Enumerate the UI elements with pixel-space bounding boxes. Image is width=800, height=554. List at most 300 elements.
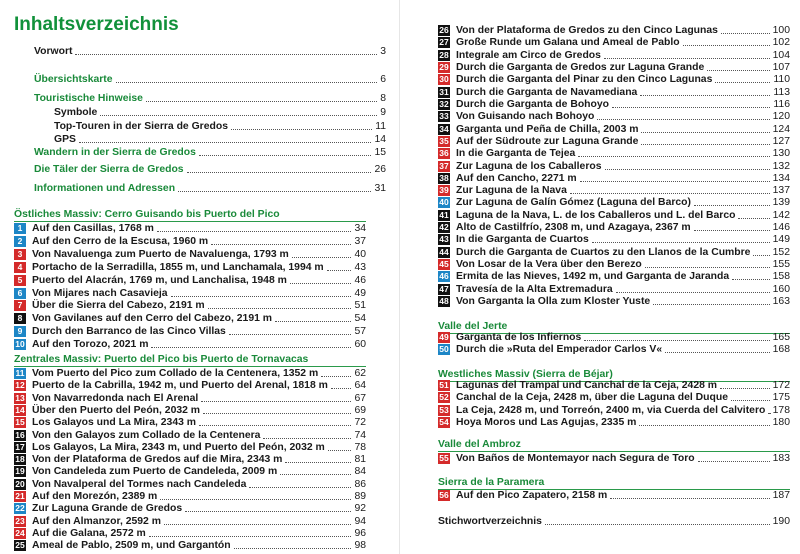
entry-title: Lagunas del Trampal und Canchal de la Ceja, 2428 m: [456, 380, 718, 391]
entry-title: Auf der Südroute zur Laguna Grande: [456, 135, 639, 147]
dot-leader: [612, 106, 770, 108]
tour-entry[interactable]: [14, 478, 366, 491]
tour-number-badge: 40: [439, 197, 449, 208]
entry-title: GPS: [54, 134, 76, 145]
entry-title: Von Gavilanes auf den Cerro del Cabezo, 2191 m: [32, 313, 273, 325]
dot-leader: [720, 387, 770, 389]
tour-entry[interactable]: [438, 246, 790, 259]
entry-title: Symbole: [54, 107, 98, 118]
tour-entry[interactable]: [438, 331, 790, 344]
dot-leader: [732, 278, 769, 280]
entry-title: Über die Sierra del Cabezo, 2191 m: [32, 300, 205, 312]
tour-number-badge: 4: [14, 262, 26, 273]
page-number: 137: [772, 185, 790, 197]
page-number: 152: [772, 246, 790, 258]
toc-subentry[interactable]: [54, 120, 386, 133]
toc-entry[interactable]: [34, 182, 386, 195]
tour-entry[interactable]: [14, 441, 366, 454]
dot-leader: [75, 53, 377, 55]
entry-title: Von Navalperal del Tormes nach Candeleda: [32, 478, 247, 490]
tour-entry[interactable]: [438, 270, 790, 283]
tour-entry[interactable]: [438, 233, 790, 246]
entry-title: Durch die Garganta del Pinar zu den Cinco Lagunas: [456, 74, 713, 86]
tour-entry[interactable]: [14, 490, 366, 503]
tour-number-badge: 56: [439, 490, 449, 500]
tour-entry[interactable]: [438, 160, 790, 173]
page-number: 155: [772, 259, 790, 271]
dot-leader: [604, 57, 770, 59]
entry-title: Von Navarredonda nach El Arenal: [32, 392, 199, 404]
page-number: 124: [772, 123, 790, 135]
tour-number-badge: 45: [439, 259, 449, 270]
dot-leader: [715, 81, 770, 83]
page-number: 187: [772, 490, 790, 501]
dot-leader: [171, 295, 352, 297]
tour-entry[interactable]: [438, 295, 790, 308]
tour-entry[interactable]: [438, 49, 790, 62]
tour-entry[interactable]: [438, 221, 790, 234]
tour-number-badge: 27: [439, 37, 449, 48]
page-number: 180: [772, 416, 790, 428]
entry-title: Von der Plataforma de Gredos zu den Cinco Lagunas: [456, 25, 718, 36]
tour-entry[interactable]: [438, 196, 790, 209]
toc-entry[interactable]: [34, 73, 386, 86]
dot-leader: [146, 100, 377, 102]
page-number: 69: [354, 404, 366, 416]
tour-number-badge: 41: [439, 209, 449, 220]
dot-leader: [280, 473, 351, 475]
section-heading: Valle del Ambroz: [438, 439, 521, 450]
page-number: 190: [772, 516, 790, 527]
entry-title: Von Candeleda zum Puerto de Candeleda, 2009 m: [32, 466, 278, 478]
tour-entry[interactable]: [438, 147, 790, 160]
entry-title: In die Garganta de Cuartos: [456, 234, 589, 246]
tour-number-badge: 30: [439, 74, 449, 85]
dot-leader: [149, 535, 352, 537]
page-number: 158: [772, 271, 790, 283]
dot-leader: [328, 449, 352, 451]
entry-title: Zur Laguna Grande de Gredos: [32, 503, 183, 515]
toc-subentry[interactable]: [54, 106, 386, 119]
entry-title: Von Baños de Montemayor nach Segura de Toro: [456, 453, 695, 464]
page-number: 84: [354, 466, 366, 478]
tour-number-badge: 36: [439, 148, 449, 159]
entry-title: Von Guisando nach Bohoyo: [456, 111, 595, 123]
entry-title: Auf den Pico Zapatero, 2158 m: [456, 490, 608, 501]
page-number: 26: [374, 164, 386, 175]
entry-title: Auf den Cancho, 2271 m: [456, 172, 577, 184]
dot-leader: [79, 141, 371, 143]
tour-entry[interactable]: [438, 110, 790, 123]
tour-entry[interactable]: [14, 539, 366, 552]
entry-title: Zur Laguna de Galín Gómez (Laguna del Barco): [456, 197, 691, 209]
entry-title: Ermita de las Nieves, 1492 m, und Garganta de Jaranda: [456, 271, 730, 283]
tour-number-badge: 26: [439, 25, 449, 35]
page-title: Inhaltsverzeichnis: [14, 14, 179, 35]
tour-number-badge: 11: [15, 368, 25, 378]
dot-leader: [707, 69, 769, 71]
tour-number-badge: 43: [439, 234, 449, 245]
entry-title: Durch die Garganta de Cuartos zu den Llanos de la Cumbre: [456, 246, 751, 258]
dot-leader: [645, 266, 770, 268]
dot-leader: [275, 320, 351, 322]
page-number: 178: [772, 404, 790, 416]
tour-entry[interactable]: [14, 287, 366, 300]
tour-entry[interactable]: [14, 261, 366, 274]
tour-number-badge: 37: [439, 160, 449, 171]
page-number: 163: [772, 296, 790, 308]
entry-title: Vom Puerto del Pico zum Collado de la Centenera, 1352 m: [32, 368, 319, 379]
tour-number-badge: 5: [14, 275, 26, 286]
tour-number-badge: 55: [439, 453, 449, 463]
page-number: 62: [354, 368, 366, 379]
entry-title: Zur Laguna de la Nava: [456, 185, 567, 197]
dot-leader: [263, 437, 351, 439]
tour-number-badge: 49: [439, 332, 449, 342]
tour-entry[interactable]: [438, 184, 790, 197]
dot-leader: [285, 461, 351, 463]
page-number: 40: [354, 248, 366, 260]
dot-leader: [290, 282, 352, 284]
entry-title: Ameal de Pablo, 2509 m, und Gargantón: [32, 540, 231, 552]
tour-number-badge: 14: [15, 404, 25, 415]
tour-entry[interactable]: [14, 527, 366, 540]
tour-entry[interactable]: [438, 135, 790, 148]
tour-number-badge: 48: [439, 296, 449, 307]
page-number: 89: [354, 491, 366, 502]
dot-leader: [187, 171, 372, 173]
page-number: 107: [772, 61, 790, 73]
section-heading: Westliches Massiv (Sierra de Béjar): [438, 369, 613, 380]
tour-number-badge: 7: [14, 300, 26, 311]
tour-entry[interactable]: [14, 453, 366, 466]
page-number: 46: [354, 274, 366, 286]
dot-leader: [157, 230, 352, 232]
dot-leader: [211, 243, 351, 245]
dot-leader: [327, 269, 352, 271]
page-number: 11: [375, 121, 386, 132]
tour-entry[interactable]: [438, 416, 790, 429]
entry-title: Auf den Almanzor, 2592 m: [32, 515, 161, 527]
page-number: 127: [772, 135, 790, 147]
tour-number-badge: 33: [439, 111, 449, 122]
tour-entry[interactable]: [438, 86, 790, 99]
tour-number-badge: 54: [439, 416, 449, 427]
entry-title: Integrale am Circo de Gredos: [456, 49, 601, 61]
entry-title: Durch die »Ruta del Emperador Carlos V«: [456, 344, 663, 356]
dot-leader: [721, 32, 770, 34]
page-number: 142: [772, 209, 790, 221]
dot-leader: [641, 143, 769, 145]
dot-leader: [584, 339, 769, 341]
entry-title: Hoya Moros und Las Agujas, 2335 m: [456, 416, 637, 428]
tour-entry[interactable]: [438, 489, 790, 502]
dot-leader: [201, 400, 351, 402]
entry-title: Garganta de los Infiernos: [456, 332, 582, 343]
tour-entry[interactable]: [14, 274, 366, 287]
page-number: 100: [772, 25, 790, 36]
page-number: 8: [380, 93, 386, 104]
tour-number-badge: 35: [439, 135, 449, 146]
dot-leader: [768, 412, 769, 414]
dot-leader: [640, 94, 770, 96]
entry-title: Portacho de la Serradilla, 1855 m, und Lanchamala, 1994 m: [32, 261, 324, 273]
entry-title: Von Garganta la Olla zum Kloster Yuste: [456, 296, 651, 308]
page-divider: [399, 0, 400, 554]
dot-leader: [199, 154, 372, 156]
tour-number-badge: 12: [15, 380, 25, 391]
page-number: 72: [354, 417, 366, 429]
dot-leader: [185, 510, 351, 512]
page-number: 74: [354, 429, 366, 441]
tour-number-badge: 52: [439, 392, 449, 403]
dot-leader: [616, 291, 770, 293]
entry-title: Von Navaluenga zum Puerto de Navaluenga, 1793 m: [32, 248, 289, 260]
tour-entry[interactable]: [14, 392, 366, 405]
tour-number-badge: 9: [14, 326, 26, 337]
entry-title: Zur Laguna de los Caballeros: [456, 160, 602, 172]
tour-entry[interactable]: [438, 123, 790, 136]
tour-entry[interactable]: [14, 465, 366, 478]
entry-title: Alto de Castilfrío, 2308 m, und Azagaya, 2367 m: [456, 222, 691, 234]
entry-title: Von Losar de la Vera über den Berezo: [456, 259, 642, 271]
page-number: 43: [354, 261, 366, 273]
dot-leader: [116, 81, 378, 83]
section-heading: Zentrales Massiv: Puerto del Pico bis Puerto de Tornavacas: [14, 354, 309, 365]
entry-title: Canchal de la Ceja, 2428 m, über die Laguna del Duque: [456, 392, 728, 404]
page-number: 130: [772, 148, 790, 160]
entry-title: Los Galayos, La Mira, 2343 m, und Puerto del Peón, 2032 m: [32, 441, 325, 453]
tour-number-badge: 39: [439, 185, 449, 196]
entry-title: Durch die Garganta de Navamediana: [456, 86, 638, 98]
tour-number-badge: 31: [439, 86, 449, 97]
tour-entry[interactable]: [14, 235, 366, 248]
entry-title: La Ceja, 2428 m, und Torreón, 2400 m, via Cuerda del Calvitero: [456, 404, 766, 416]
entry-title: Puerto de la Cabrilla, 1942 m, und Puerto del Arenal, 1818 m: [32, 380, 328, 392]
tour-entry[interactable]: [438, 73, 790, 86]
dot-leader: [605, 168, 770, 170]
dot-leader: [292, 256, 352, 258]
entry-title: Auf die Galana, 2572 m: [32, 527, 146, 539]
page-number: 14: [374, 134, 386, 145]
dot-leader: [100, 114, 377, 116]
tour-number-badge: 13: [15, 392, 25, 403]
tour-entry[interactable]: [438, 172, 790, 185]
toc-entry[interactable]: [34, 163, 386, 176]
dot-leader: [610, 497, 769, 499]
dot-leader: [331, 387, 352, 389]
entry-title: Von den Galayos zum Collado de la Centenera: [32, 429, 261, 441]
entry-title: Auf den Torozo, 2021 m: [32, 339, 149, 351]
dot-leader: [653, 303, 769, 305]
dot-leader: [199, 424, 351, 426]
page-number: 132: [772, 160, 790, 172]
tour-entry[interactable]: [438, 209, 790, 222]
dot-leader: [249, 486, 351, 488]
tour-entry[interactable]: [14, 248, 366, 261]
dot-leader: [639, 424, 769, 426]
dot-leader: [545, 523, 770, 525]
entry-title: Travesía de la Alta Extremadura: [456, 283, 613, 295]
tour-entry[interactable]: [14, 299, 366, 312]
tour-entry[interactable]: [438, 379, 790, 392]
page-number: 78: [354, 441, 366, 453]
tour-number-badge: 19: [15, 466, 25, 477]
toc-entry[interactable]: [34, 146, 386, 159]
section-heading: Östliches Massiv: Cerro Guisando bis Puerto del Pico: [14, 209, 280, 220]
entry-title: Übersichtskarte: [34, 74, 113, 85]
page-number: 110: [773, 74, 790, 86]
tour-number-badge: 29: [439, 61, 449, 72]
page-number: 64: [354, 380, 366, 392]
tour-number-badge: 17: [15, 441, 25, 452]
page-number: 94: [354, 515, 366, 527]
tour-entry[interactable]: [438, 61, 790, 74]
page-number: 116: [773, 98, 790, 110]
entry-title: In die Garganta de Tejea: [456, 148, 576, 160]
tour-entry[interactable]: [14, 429, 366, 442]
page-number: 86: [354, 478, 366, 490]
tour-number-badge: 24: [15, 527, 25, 538]
tour-entry[interactable]: [438, 404, 790, 417]
tour-entry[interactable]: [14, 338, 366, 351]
page-number: 172: [772, 380, 790, 391]
dot-leader: [234, 547, 352, 549]
toc-entry[interactable]: [438, 515, 790, 528]
entry-title: Garganta und Peña de Chilla, 2003 m: [456, 123, 639, 135]
dot-leader: [641, 131, 769, 133]
page-number: 134: [772, 172, 790, 184]
page-number: 149: [772, 234, 790, 246]
tour-number-badge: 18: [15, 454, 25, 465]
page-number: 57: [354, 326, 366, 338]
dot-leader: [203, 412, 351, 414]
page-number: 139: [772, 197, 790, 209]
dot-leader: [580, 180, 770, 182]
dot-leader: [731, 399, 770, 401]
toc-entry[interactable]: [34, 45, 386, 58]
page-number: 15: [374, 147, 386, 158]
page-number: 183: [772, 453, 790, 464]
tour-number-badge: 3: [14, 249, 26, 260]
tour-entry[interactable]: [438, 36, 790, 49]
page-number: 9: [380, 107, 386, 118]
tour-entry[interactable]: [14, 367, 366, 380]
page-number: 146: [772, 222, 790, 234]
page-number: 54: [354, 313, 366, 325]
entry-title: Laguna de la Nava, L. de los Caballeros und L. del Barco: [456, 209, 736, 221]
dot-leader: [694, 229, 770, 231]
entry-title: Auf den Morezón, 2389 m: [32, 491, 158, 502]
page-number: 31: [374, 183, 386, 194]
tour-number-badge: 51: [439, 380, 449, 390]
tour-entry[interactable]: [14, 404, 366, 417]
tour-number-badge: 50: [439, 344, 449, 355]
tour-number-badge: 25: [15, 540, 25, 551]
page-number: 6: [380, 74, 386, 85]
page-number: 60: [354, 339, 366, 351]
tour-entry[interactable]: [438, 98, 790, 111]
page-number: 37: [354, 235, 366, 247]
tour-number-badge: 22: [15, 503, 25, 514]
page-number: 67: [354, 392, 366, 404]
page-number: 160: [772, 283, 790, 295]
tour-entry[interactable]: [14, 379, 366, 392]
tour-entry[interactable]: [438, 258, 790, 271]
page-number: 51: [354, 300, 366, 312]
page-number: 34: [354, 223, 366, 234]
entry-title: Über den Puerto del Peón, 2032 m: [32, 404, 201, 416]
tour-number-badge: 47: [439, 283, 449, 294]
page-number: 96: [354, 527, 366, 539]
tour-entry[interactable]: [438, 391, 790, 404]
entry-title: Los Galayos und La Mira, 2343 m: [32, 417, 196, 429]
dot-leader: [698, 460, 770, 462]
dot-leader: [597, 118, 769, 120]
tour-number-badge: 53: [439, 404, 449, 415]
dot-leader: [753, 254, 769, 256]
entry-title: Top-Touren in der Sierra de Gredos: [54, 121, 228, 132]
page-number: 104: [772, 49, 790, 61]
dot-leader: [592, 241, 770, 243]
dot-leader: [208, 307, 352, 309]
tour-number-badge: 34: [439, 123, 449, 134]
dot-leader: [683, 44, 770, 46]
dot-leader: [231, 128, 372, 130]
page-number: 120: [772, 111, 790, 123]
entry-title: Informationen und Adressen: [34, 183, 176, 194]
page-number: 81: [354, 454, 366, 466]
tour-number-badge: 46: [439, 271, 449, 282]
page-number: 175: [772, 392, 790, 404]
dot-leader: [164, 523, 351, 525]
entry-title: Durch die Garganta de Bohoyo: [456, 98, 609, 110]
entry-title: Durch den Barranco de las Cinco Villas: [32, 326, 226, 338]
tour-entry[interactable]: [438, 24, 790, 37]
toc-entry[interactable]: [34, 92, 386, 105]
tour-entry[interactable]: [14, 515, 366, 528]
section-heading: Valle del Jerte: [438, 321, 508, 332]
page-number: 165: [772, 332, 790, 343]
page-number: 92: [354, 503, 366, 515]
tour-entry[interactable]: [438, 283, 790, 296]
tour-entry[interactable]: [14, 502, 366, 515]
tour-entry[interactable]: [14, 325, 366, 338]
page-number: 49: [354, 287, 366, 299]
dot-leader: [694, 204, 770, 206]
tour-number-badge: 38: [439, 172, 449, 183]
tour-number-badge: 23: [15, 515, 25, 526]
tour-entry[interactable]: [14, 416, 366, 429]
dot-leader: [321, 375, 351, 377]
tour-number-badge: 2: [14, 236, 26, 247]
entry-title: Touristische Hinweise: [34, 93, 143, 104]
entry-title: Auf den Casillas, 1768 m: [32, 223, 154, 234]
toc-subentry[interactable]: [54, 133, 386, 146]
tour-number-badge: 10: [15, 339, 25, 350]
tour-entry[interactable]: [14, 222, 366, 235]
entry-title: Wandern in der Sierra de Gredos: [34, 147, 196, 158]
entry-title: Puerto del Alacrán, 1769 m, und Lanchalisa, 1948 m: [32, 274, 287, 286]
page-number: 102: [772, 37, 790, 49]
tour-number-badge: 6: [14, 288, 26, 299]
tour-number-badge: 44: [439, 246, 449, 257]
tour-entry[interactable]: [14, 312, 366, 325]
page-number: 3: [380, 46, 386, 57]
tour-entry[interactable]: [438, 452, 790, 465]
tour-number-badge: 15: [15, 417, 25, 428]
tour-entry[interactable]: [438, 343, 790, 356]
